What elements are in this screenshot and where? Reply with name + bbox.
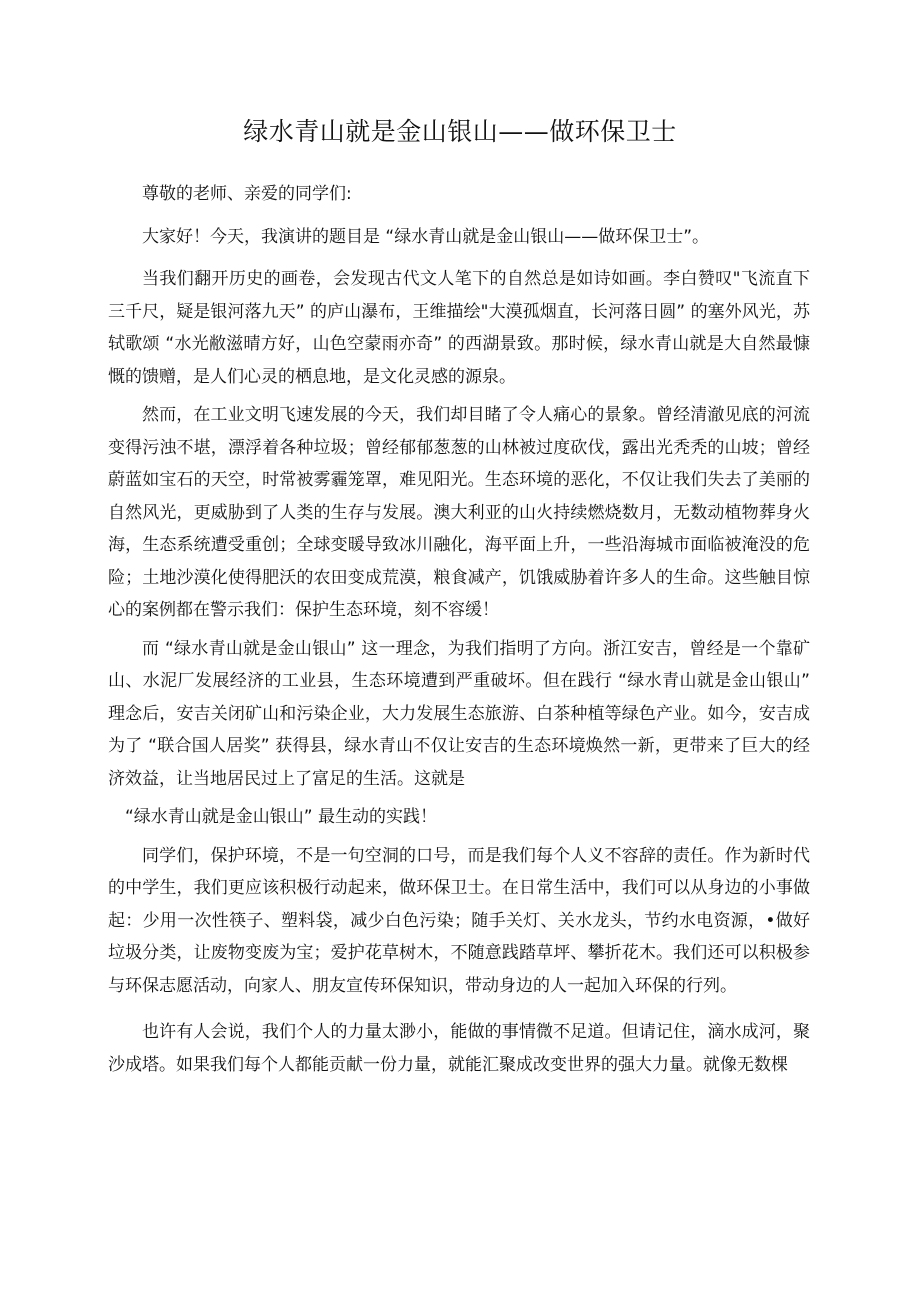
- paragraph-classical-nature: 当我们翻开历史的画卷，会发现古代文人笔下的自然总是如诗如画。李白赞叹"飞流直下三千尺，疑是银河落九天” 的庐山瀑布，王维描绘"大漠孤烟直，长河落日圆” 的塞外风光，苏轼歌颂 “水光敝滋晴方好，山色空蒙雨亦奇” 的西湖景致。那时候，绿水青山就是大自然最慷慨的馈赠，是人们心灵的栖息地，是文化灵感的源泉。: [108, 269, 810, 387]
- paragraph-anji-example: 而 “绿水青山就是金山银山” 这一理念，为我们指明了方向。浙江安吉，曾经是一个靠矿山、水泥厂发展经济的工业县，生态环境遭到严重破坏。但在践行 “绿水青山就是金山银山” 理念后，安吉关闭矿山和污染企业，大力发展生态旅游、白茶种植等绿色产业。如今，安吉成为了 “联合国人居奖” 获得县，绿水青山不仅让安吉的生态环境焕然一新，更带来了巨大的经济效益，让当地居民过上了富足的生活。这就是: [108, 638, 810, 789]
- quote-line: “绿水青山就是金山银山” 最生动的实践！: [125, 807, 438, 827]
- speech-body: [108, 178, 810, 1087]
- paragraph-student-action: 同学们，保护环境，不是一句空洞的口号，而是我们每个人义不容辞的责任。作为新时代的中学生，我们更应该积极行动起来，做环保卫士。在日常生活中，我们可以从身边的小事做起：少用一次性筷子、塑料袋，减少白色污染；随手关灯、关水龙头，节约水电资源，•做好垃圾分类，让废物变废为宝；爱护花草树木，不随意践踏草坪、攀折花木。我们还可以积极参与环保志愿活动，向家人、朋友宣传环保知识，带动身边的人一起加入环保的行列。: [108, 845, 810, 996]
- paragraph-environmental-crisis: 然而，在工业文明飞速发展的今天，我们却目睹了令人痛心的景象。曾经清澈见底的河流变得污浊不堪，漂浮着各种垃圾；曾经郁郁葱葱的山林被过度砍伐，露出光秃秃的山坡；曾经蔚蓝如宝石的天空，时常被雾霾笼罩，难见阳光。生态环境的恶化，不仅让我们失去了美丽的自然风光，更威胁到了人类的生存与发展。澳大利亚的山火持续燃烧数月，无数动植物葬身火海，生态系统遭受重创；全球变暖导致冰川融化，海平面上升，一些沿海城市面临被淹没的危险；土地沙漠化使得肥沃的农田变成荒漠，粮食减产，饥饿威胁着许多人的生命。这些触目惊心的案例都在警示我们：保护生态环境，刻不容缓！: [108, 405, 810, 620]
- paragraph-collective-power: 也许有人会说，我们个人的力量太渺小，能做的事情微不足道。但请记住，滴水成河，聚沙成塔。如果我们每个人都能贡献一份力量，就能汇聚成改变世界的强大力量。就像无数棵: [108, 1022, 810, 1075]
- page-title: 绿水青山就是金山银山——做环保卫士: [243, 117, 677, 146]
- salutation: 尊敬的老师、亲爱的同学们:: [142, 184, 352, 204]
- greeting: 大家好！今天，我演讲的题目是 “绿水青山就是金山银山——做环保卫士”。: [142, 226, 710, 247]
